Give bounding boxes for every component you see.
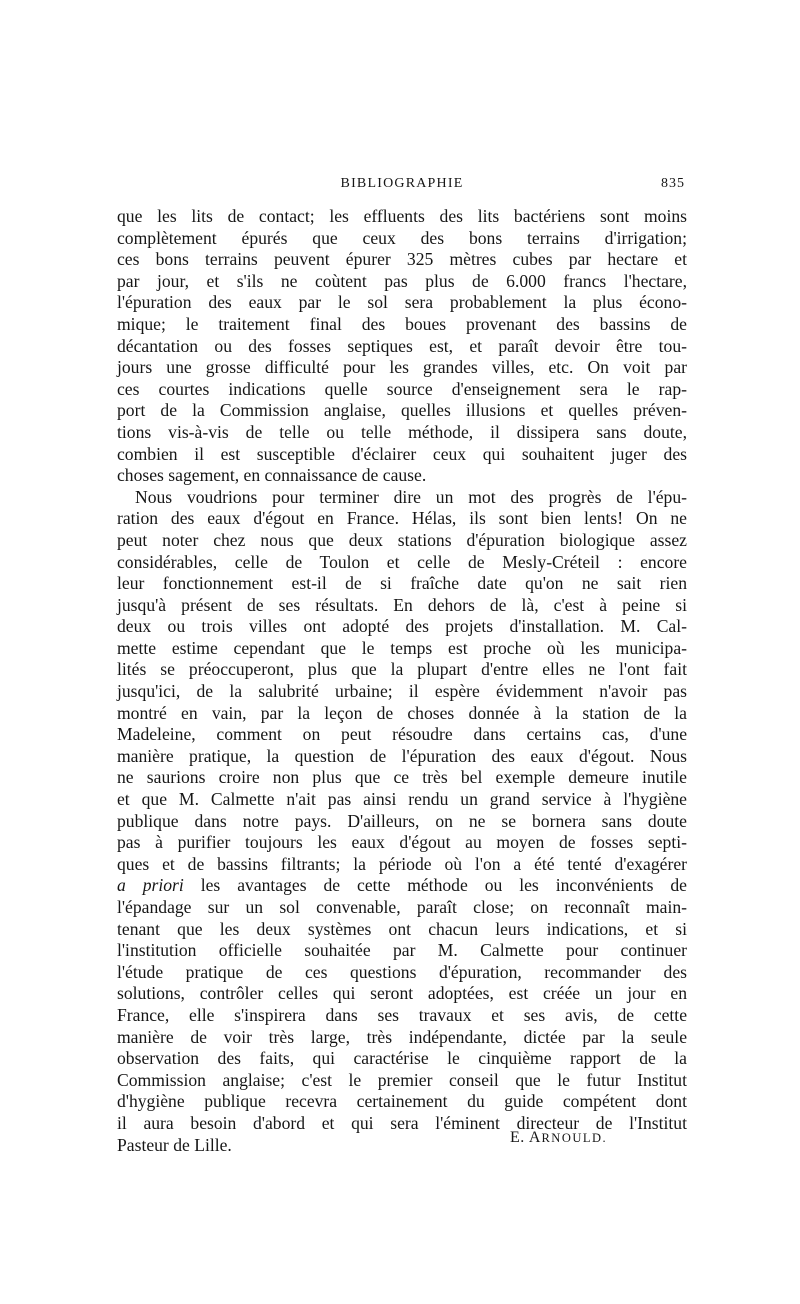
text-line: considérables, celle de Toulon et celle de Mesly-Créteil : encore	[117, 551, 687, 572]
text-line: combien il est susceptible d'éclairer ceux qui souhaitent juger des	[117, 443, 687, 464]
line-remainder: les avantages de cette méthode ou les inconvénients de	[183, 875, 687, 896]
text-line: leur fonctionnement est-il de si fraîche date qu'on ne sait rien	[117, 573, 687, 594]
paragraph-2	[117, 487, 687, 1156]
text-line: port de la Commission anglaise, quelles illusions et quelles préven-	[117, 400, 687, 421]
body-text	[117, 206, 687, 1156]
text-line: tions vis-à-vis de telle ou telle méthode, il dissipera sans doute,	[117, 421, 687, 442]
text-line: ques et de bassins filtrants; la période où l'on a été tenté d'exagérer	[117, 853, 687, 874]
text-line: par jour, et s'ils ne coùtent pas plus de 6.000 francs l'hectare,	[117, 270, 687, 291]
text-line: complètement épurés que ceux des bons terrains d'irrigation;	[117, 227, 687, 248]
running-title: BIBLIOGRAPHIE	[340, 176, 464, 191]
text-line: jours une grosse difficulté pour les grandes villes, etc. On voit par	[117, 357, 687, 378]
text-line: d'hygiène publique recevra certainement du guide compétent dont	[117, 1091, 687, 1112]
text-line: Nous voudrions pour terminer dire un mot des progrès de l'épu-	[135, 486, 687, 507]
text-line: jusqu'à présent de ses résultats. En dehors de là, c'est à peine si	[117, 594, 687, 615]
text-line: manière de voir très large, très indépendante, dictée par la seule	[117, 1026, 687, 1047]
text-line: décantation ou des fosses septiques est, et paraît devoir être tou-	[117, 335, 687, 356]
running-head	[117, 176, 687, 198]
text-line: ration des eaux d'égout en France. Hélas, ils sont bien lents! On ne	[117, 508, 687, 529]
text-line: ne saurions croire non plus que ce très bel exemple demeure inutile	[117, 767, 687, 788]
text-line: et que M. Calmette n'ait pas ainsi rendu un grand service à l'hygiène	[117, 789, 687, 810]
text-line: peut noter chez nous que deux stations d'épuration biologique assez	[117, 529, 687, 550]
text-line: que les lits de contact; les effluents des lits bactériens sont moins	[117, 206, 687, 226]
text-line: deux ou trois villes ont adopté des projets d'installation. M. Cal-	[117, 616, 687, 637]
text-line: mette estime cependant que le temps est proche où les municipa-	[117, 637, 687, 658]
text-line: choses sagement, en connaissance de cause.	[117, 465, 427, 486]
text-line: mique; le traitement final des boues provenant des bassins de	[117, 313, 687, 334]
text-line: pas à purifier toujours les eaux d'égout au moyen de fosses septi-	[117, 832, 687, 853]
text-line: tenant que les deux systèmes ont chacun leurs indications, et si	[117, 918, 687, 939]
text-line: ces bons terrains peuvent épurer 325 mètres cubes par hectare et	[117, 249, 687, 270]
text-line: montré en vain, par la leçon de choses donnée à la station de la	[117, 702, 687, 723]
text-line: jusqu'ici, de la salubrité urbaine; il espère évidemment n'avoir pas	[117, 681, 687, 702]
text-line: publique dans notre pays. D'ailleurs, on ne se bornera sans doute	[117, 810, 687, 831]
author-signature	[510, 1129, 607, 1147]
text-line: l'épuration des eaux par le sol sera probablement la plus écono-	[117, 292, 687, 313]
text-line: Pasteur de Lille.	[117, 1134, 232, 1155]
text-line: France, elle s'inspirera dans ses travaux et ses avis, de cette	[117, 1004, 687, 1025]
signature-surname: RNOULD.	[541, 1131, 608, 1145]
text-line: observation des faits, qui caractérise le cinquième rapport de la	[117, 1048, 687, 1069]
text-line: lités se préoccuperont, plus que la plupart d'entre elles ne l'ont fait	[117, 659, 687, 680]
signature-initial: E.	[510, 1129, 525, 1146]
text-line: l'étude pratique de ces questions d'épuration, recommander des	[117, 961, 687, 982]
text-line-italic-phrase	[117, 875, 687, 897]
page-number: 835	[661, 176, 685, 191]
text-line: l'institution officielle souhaitée par M. Calmette pour continuer	[117, 940, 687, 961]
text-line: il aura besoin d'abord et qui sera l'éminent directeur de l'Institut	[117, 1112, 687, 1133]
text-line: Commission anglaise; c'est le premier conseil que le futur Institut	[117, 1069, 687, 1090]
italic-phrase: a priori	[117, 875, 184, 896]
text-line: Madeleine, comment on peut résoudre dans certains cas, d'une	[117, 724, 687, 745]
text-line: solutions, contrôler celles qui seront adoptées, est créée un jour en	[117, 983, 687, 1004]
text-line: l'épandage sur un sol convenable, paraît close; on reconnaît main-	[117, 897, 687, 917]
signature-first-letter: A	[528, 1129, 542, 1146]
text-line: manière pratique, la question de l'épuration des eaux d'égout. Nous	[117, 745, 687, 766]
text-line: ces courtes indications quelle source d'enseignement sera le rap-	[117, 378, 687, 399]
paragraph-1	[117, 206, 687, 487]
